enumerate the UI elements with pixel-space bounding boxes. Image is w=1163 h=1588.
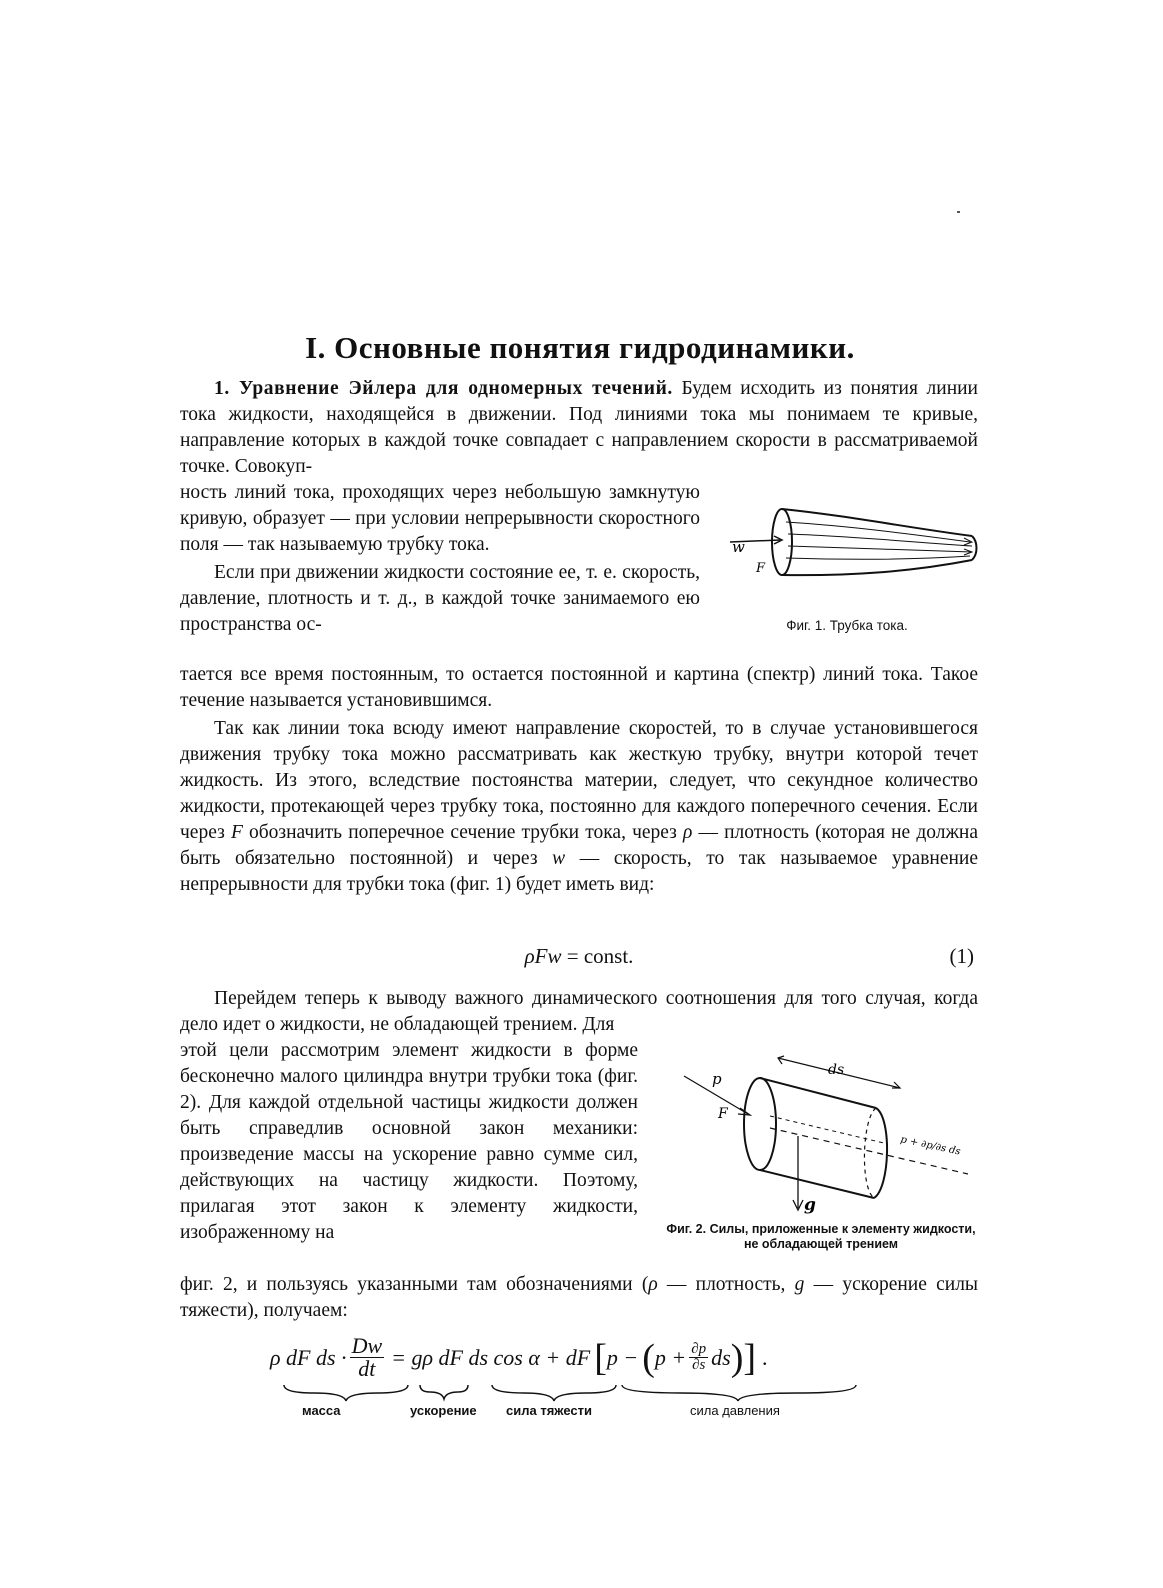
brace-label-pressure: сила давления <box>690 1403 780 1418</box>
paragraph-5-narrow: этой цели рассмотрим элемент жидкости в форме бесконечно малого цилиндра внутри трубки тока (фиг. 2). Для каждой отдельной частицы жидкости должен быть справедлив основной закон механики: произведение массы на ускорение равно сумме сил, действующих на частицу жидкости. Поэтому, прилагая этот закон к элементу жидкости, изображенному на <box>180 1040 638 1243</box>
eq2-term-ds: ds <box>711 1344 731 1370</box>
paragraph-5-continued: фиг. 2, и пользуясь указанными там обозначениями (ρ — плотность, g — ускорение силы тяжести), получаем: <box>180 1274 979 1321</box>
equation-1-lhs: ρFw <box>524 944 562 968</box>
eq2-term-p-plus: p + <box>654 1344 687 1370</box>
equation-1-rhs: = const. <box>566 944 634 968</box>
eq2-term-mass: ρ dF ds · <box>270 1344 347 1370</box>
figure-1-label-w: w <box>732 538 745 556</box>
equation-2-underbraces <box>270 1381 910 1405</box>
scan-speck <box>957 211 960 213</box>
eq2-term-p: p − <box>606 1344 639 1370</box>
paragraph-1-text: Будем исходить из понятия линии тока жидкости, находящейся в движении. Под линиями тока мы понимаем те кривые, направление которых в каждой точке совпадает с направлением скорости в рассматриваемой точке. Совокуп- <box>180 378 978 477</box>
eq2-term-gravity: = gρ dF ds cos α + dF <box>391 1344 591 1370</box>
equation-1 <box>180 944 978 974</box>
paragraph-1 <box>180 376 978 480</box>
figure-2-label-p: p <box>712 1070 722 1088</box>
figure-2-caption: Фиг. 2. Силы, приложенные к элементу жидкости, не обладающей трением <box>666 1222 976 1251</box>
figure-1-stream-tube <box>720 498 980 590</box>
figure-2-fluid-element <box>678 1048 978 1216</box>
figure-2-label-ds: ds <box>828 1062 845 1078</box>
paragraph-4: Перейдем теперь к выводу важного динамического соотношения для того случая, когда дело идет о жидкости, не обладающей трением. Для <box>180 988 978 1035</box>
equation-1-number: (1) <box>949 944 974 968</box>
eq2-pressure-gradient-fraction: $\frac{\partial p}{\partial s}$ <box>691 1341 707 1373</box>
figure-2-label-dp: p + ∂p/∂s ds <box>899 1134 962 1158</box>
paragraph-2-text-a: Если при движении жидкости состояние ее, т. е. скорость, давление, плотность и т. д., в каждой точке занимаемого ею пространства ос- <box>180 562 700 635</box>
brace-label-gravity: сила тяжести <box>506 1403 592 1418</box>
section-heading: 1. Уравнение Эйлера для одномерных течений. <box>214 378 673 399</box>
figure-2-label-F: F <box>718 1106 728 1122</box>
chapter-title: I. Основные понятия гидродинамики. <box>305 330 855 365</box>
brace-label-mass: масса <box>302 1403 341 1418</box>
figure-1-label-F: F <box>756 561 766 576</box>
brace-label-acceleration: ускорение <box>410 1403 477 1418</box>
paragraph-2-text-b: тается все время постоянным, то остается постоянной и картина (спектр) линий тока. Такое течение называется установившимся. <box>180 664 978 711</box>
figure-1-caption: Фиг. 1. Трубка тока. <box>786 618 908 633</box>
paragraph-3: Так как линии тока всюду имеют направление скоростей, то в случае установившегося движения трубку тока можно рассматривать как жесткую трубку, внутри которой течет жидкость. Из этого, вследствие постоянства материи, следует, что секундное количество жидкости, протекающей через трубку тока, постоянно для каждого поперечного сечения. Если через F обозначить поперечное сечение трубки тока, через ρ — плотность (которая не должна быть обязательно постоянной) и через w — скорость, то так называемое уравнение непрерывности для трубки тока (фиг. 1) будет иметь вид: <box>180 718 979 895</box>
equation-2: ρ dF ds · $\frac{Dw}{dt}$ = gρ dF ds cos α + dF [ p − ( p + $\frac{\partial p}{\partial s}$ ds ) ] . масса ускорение сила тяжести сила давления <box>270 1325 910 1425</box>
paragraph-1-continued <box>180 480 700 638</box>
paragraph-2-continued <box>180 662 978 898</box>
eq2-acceleration-fraction: $\frac{Dw}{dt}$ <box>351 1333 383 1381</box>
paragraph-1-cont-text: ность линий тока, проходящих через небольшую замкнутую кривую, образует — при условии непрерывности скоростного поля — так называемую трубку тока. <box>180 482 700 555</box>
figure-2-label-g: g <box>804 1195 816 1215</box>
